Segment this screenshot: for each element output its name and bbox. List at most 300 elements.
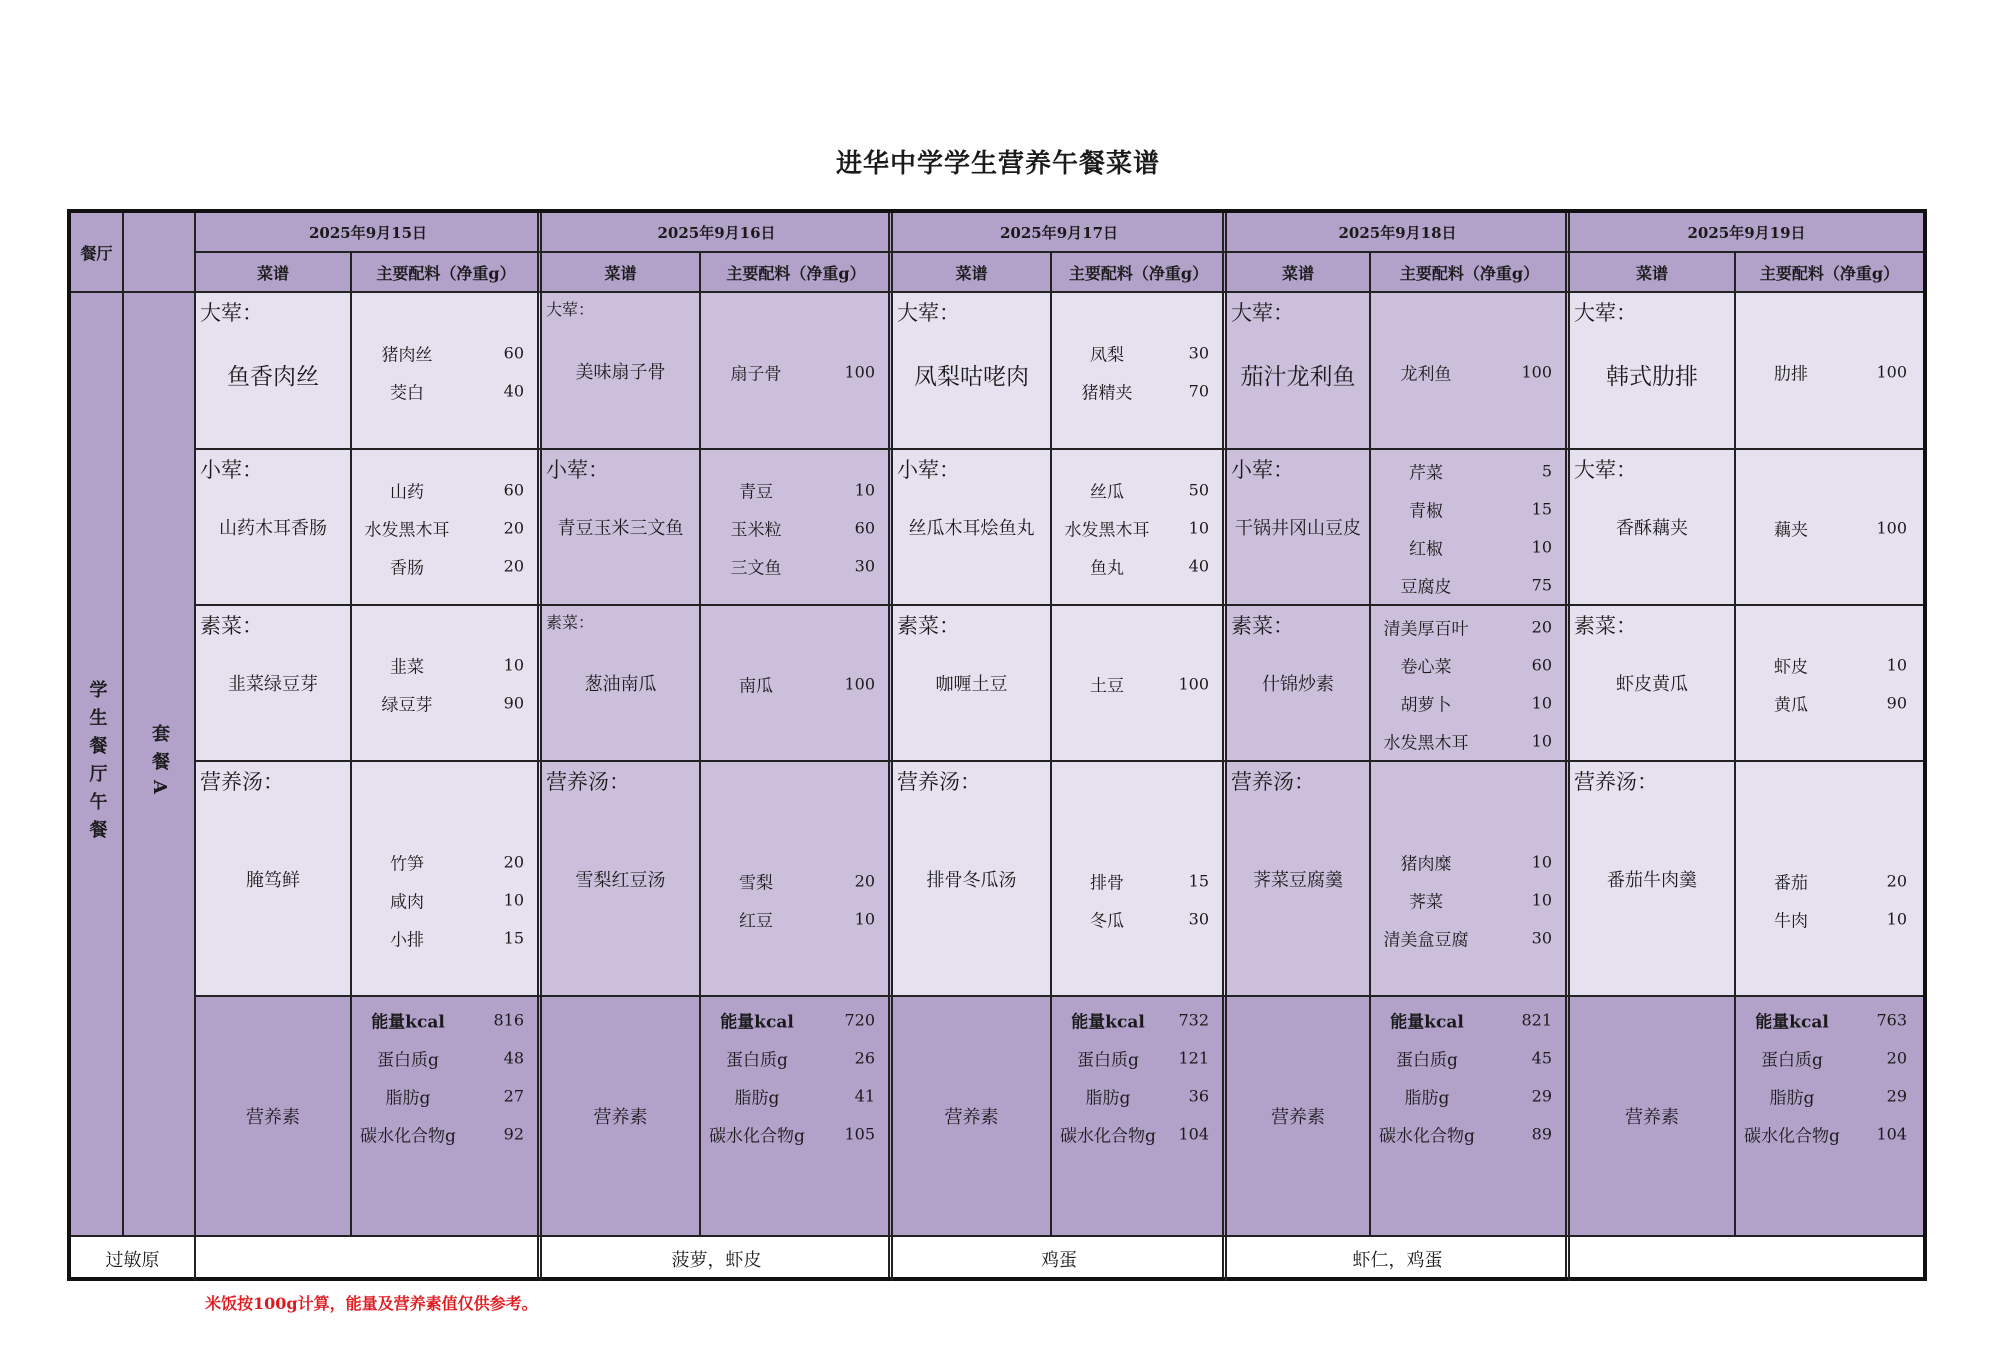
nutrient-row bbox=[352, 1115, 540, 1153]
nutrient-name: 碳水化合物g bbox=[1379, 1126, 1475, 1147]
ingredient-name: 卷心菜 bbox=[1400, 657, 1452, 678]
ingredient-name: 红椒 bbox=[1409, 539, 1443, 560]
ingredients-cell bbox=[1736, 762, 1923, 997]
ingredient-weight: 60 bbox=[503, 343, 524, 363]
nutrition-label: 营养素 bbox=[1570, 997, 1736, 1237]
ingredient-weight: 20 bbox=[503, 518, 524, 538]
day-separator bbox=[1222, 213, 1224, 1277]
nutrient-name: 蛋白质g bbox=[726, 1050, 788, 1071]
nutrient-name: 碳水化合物g bbox=[1060, 1126, 1156, 1147]
dish-name: 青豆玉米三文鱼 bbox=[557, 518, 684, 539]
dish-cell bbox=[893, 293, 1052, 450]
ingredient-row bbox=[701, 353, 891, 391]
nutrient-row bbox=[352, 1077, 540, 1115]
ingredient-col-header: 主要配料（净重g） bbox=[1736, 253, 1923, 293]
ingredient-name: 猪肉丝 bbox=[381, 345, 433, 366]
ingredient-col-header: 主要配料（净重g） bbox=[701, 253, 893, 293]
dish-name: 荠菜豆腐羹 bbox=[1253, 870, 1343, 891]
ingredient-row bbox=[1371, 919, 1568, 957]
ingredient-name: 番茄 bbox=[1774, 873, 1808, 894]
date-header: 2025年9月18日 bbox=[1227, 213, 1570, 253]
ingredient-weight: 10 bbox=[1531, 890, 1552, 910]
ingredient-name: 猪肉糜 bbox=[1400, 854, 1452, 875]
nutrition-cell bbox=[352, 997, 542, 1237]
dish-category: 大荤： bbox=[1574, 458, 1637, 482]
dish-category: 小荤： bbox=[546, 458, 609, 482]
nutrient-value: 121 bbox=[1178, 1048, 1209, 1068]
page-title: 进华中学学生营养午餐菜谱 bbox=[835, 149, 1160, 179]
ingredient-name: 小排 bbox=[390, 930, 424, 951]
dish-category: 营养汤： bbox=[546, 770, 630, 794]
ingredient-row bbox=[352, 471, 540, 509]
ingredient-col-header: 主要配料（净重g） bbox=[1052, 253, 1227, 293]
ingredient-weight: 10 bbox=[1531, 693, 1552, 713]
ingredients-cell bbox=[1371, 293, 1570, 450]
ingredient-weight: 100 bbox=[1521, 362, 1552, 382]
dish-name: 咖喱土豆 bbox=[935, 674, 1008, 695]
dish-category: 营养汤： bbox=[200, 770, 284, 794]
ingredient-weight: 15 bbox=[503, 928, 524, 948]
nutrient-name: 脂肪g bbox=[1404, 1088, 1450, 1109]
nutrient-name: 脂肪g bbox=[1085, 1088, 1131, 1109]
nutrient-value: 89 bbox=[1531, 1124, 1552, 1144]
ingredient-weight: 50 bbox=[1188, 480, 1209, 500]
nutrition-label: 营养素 bbox=[1227, 997, 1371, 1237]
ingredient-name: 红豆 bbox=[739, 911, 773, 932]
ingredient-row bbox=[1052, 547, 1225, 585]
dish-name: 美味扇子骨 bbox=[575, 362, 666, 383]
ingredient-name: 咸肉 bbox=[390, 892, 424, 913]
dish-cell bbox=[542, 762, 701, 997]
set-text: 套餐A bbox=[149, 724, 170, 804]
dish-cell bbox=[542, 450, 701, 606]
allergen-cell: 菠萝，虾皮 bbox=[542, 1237, 893, 1281]
ingredients-cell bbox=[1052, 606, 1227, 762]
dish-category: 大荤： bbox=[897, 301, 960, 325]
ingredient-name: 清美厚百叶 bbox=[1383, 619, 1469, 640]
ingredient-weight: 20 bbox=[1886, 871, 1907, 891]
dish-name: 腌笃鲜 bbox=[246, 870, 300, 891]
ingredient-weight: 15 bbox=[1188, 871, 1209, 891]
ingredient-row bbox=[701, 665, 891, 703]
venue-label bbox=[71, 293, 124, 1237]
ingredient-row bbox=[1371, 608, 1568, 646]
ingredient-name: 丝瓜 bbox=[1090, 482, 1124, 503]
ingredient-weight: 20 bbox=[1531, 617, 1552, 637]
ingredient-name: 鱼丸 bbox=[1090, 558, 1124, 579]
nutrition-label: 营养素 bbox=[893, 997, 1052, 1237]
ingredient-row bbox=[1052, 334, 1225, 372]
nutrient-value: 41 bbox=[854, 1086, 875, 1106]
ingredients-cell bbox=[352, 762, 542, 997]
dish-name: 韩式肋排 bbox=[1606, 364, 1698, 390]
ingredient-row bbox=[1371, 353, 1568, 391]
nutrient-value: 763 bbox=[1876, 1010, 1907, 1030]
dish-cell bbox=[196, 450, 352, 606]
nutrient-value: 720 bbox=[844, 1010, 875, 1030]
nutrient-name: 蛋白质g bbox=[1396, 1050, 1458, 1071]
ingredient-name: 清美盒豆腐 bbox=[1383, 930, 1469, 951]
allergen-cell bbox=[196, 1237, 542, 1281]
nutrient-name: 能量kcal bbox=[1755, 1012, 1829, 1033]
nutrition-cell bbox=[1052, 997, 1227, 1237]
nutrient-row bbox=[701, 1077, 891, 1115]
ingredients-cell bbox=[1736, 293, 1923, 450]
ingredient-row bbox=[352, 843, 540, 881]
dish-category: 营养汤： bbox=[1574, 770, 1658, 794]
ingredient-row bbox=[1736, 862, 1923, 900]
dish-col-header: 菜谱 bbox=[1227, 253, 1371, 293]
nutrient-value: 92 bbox=[503, 1124, 524, 1144]
ingredient-weight: 100 bbox=[844, 674, 875, 694]
nutrition-cell bbox=[701, 997, 893, 1237]
ingredient-row bbox=[1736, 353, 1923, 391]
ingredients-cell bbox=[352, 293, 542, 450]
ingredient-row bbox=[701, 471, 891, 509]
nutrient-row bbox=[352, 1039, 540, 1077]
ingredient-weight: 40 bbox=[503, 381, 524, 401]
dish-category: 素菜： bbox=[897, 614, 960, 638]
nutrient-value: 104 bbox=[1178, 1124, 1209, 1144]
ingredient-row bbox=[1371, 452, 1568, 490]
ingredient-name: 扇子骨 bbox=[730, 364, 782, 385]
ingredient-name: 水发黑木耳 bbox=[1383, 733, 1469, 754]
ingredient-weight: 20 bbox=[503, 556, 524, 576]
day-separator bbox=[888, 213, 890, 1277]
dish-name: 干锅井冈山豆皮 bbox=[1235, 518, 1361, 539]
footnote: 米饭按100g计算，能量及营养素值仅供参考。 bbox=[205, 1294, 538, 1313]
dish-category: 营养汤： bbox=[1231, 770, 1315, 794]
ingredient-weight: 75 bbox=[1531, 575, 1552, 595]
dish-name: 葱油南瓜 bbox=[584, 674, 657, 695]
nutrient-row bbox=[1371, 1115, 1568, 1153]
ingredient-weight: 30 bbox=[1531, 928, 1552, 948]
nutrient-row bbox=[701, 1039, 891, 1077]
ingredients-cell bbox=[352, 606, 542, 762]
ingredient-weight: 10 bbox=[854, 480, 875, 500]
ingredient-name: 冬瓜 bbox=[1090, 911, 1124, 932]
nutrient-value: 20 bbox=[1886, 1048, 1907, 1068]
ingredient-weight: 10 bbox=[1188, 518, 1209, 538]
dish-cell bbox=[893, 606, 1052, 762]
ingredient-row bbox=[352, 509, 540, 547]
ingredient-row bbox=[352, 881, 540, 919]
ingredient-name: 豆腐皮 bbox=[1400, 577, 1452, 598]
dish-cell bbox=[893, 762, 1052, 997]
ingredient-row bbox=[1052, 509, 1225, 547]
nutrient-value: 29 bbox=[1886, 1086, 1907, 1106]
ingredient-weight: 10 bbox=[1886, 655, 1907, 675]
allergen-cell bbox=[1570, 1237, 1923, 1281]
nutrient-name: 碳水化合物g bbox=[1744, 1126, 1840, 1147]
dish-name: 排骨冬瓜汤 bbox=[926, 870, 1017, 891]
ingredient-name: 肋排 bbox=[1774, 364, 1808, 385]
ingredient-weight: 5 bbox=[1541, 461, 1552, 481]
ingredient-name: 土豆 bbox=[1090, 676, 1124, 697]
nutrient-value: 104 bbox=[1876, 1124, 1907, 1144]
ingredient-row bbox=[701, 509, 891, 547]
nutrient-row bbox=[1736, 1001, 1923, 1039]
ingredient-row bbox=[352, 547, 540, 585]
ingredient-col-header: 主要配料（净重g） bbox=[1371, 253, 1570, 293]
nutrient-name: 蛋白质g bbox=[1077, 1050, 1139, 1071]
nutrient-value: 26 bbox=[854, 1048, 875, 1068]
dish-name: 丝瓜木耳烩鱼丸 bbox=[908, 518, 1035, 539]
ingredient-weight: 100 bbox=[1178, 674, 1209, 694]
dish-col-header: 菜谱 bbox=[542, 253, 701, 293]
ingredient-weight: 30 bbox=[854, 556, 875, 576]
dish-cell bbox=[196, 293, 352, 450]
nutrition-label: 营养素 bbox=[196, 997, 352, 1237]
dish-category: 大荤： bbox=[200, 301, 263, 325]
nutrient-value: 29 bbox=[1531, 1086, 1552, 1106]
nutrient-name: 碳水化合物g bbox=[709, 1126, 805, 1147]
ingredient-row bbox=[1371, 722, 1568, 760]
restaurant-header: 餐厅 bbox=[71, 213, 124, 293]
ingredients-cell bbox=[1736, 606, 1923, 762]
ingredient-row bbox=[1371, 528, 1568, 566]
dish-cell bbox=[1570, 293, 1736, 450]
nutrient-row bbox=[1736, 1077, 1923, 1115]
ingredient-row bbox=[352, 919, 540, 957]
nutrient-row bbox=[1736, 1115, 1923, 1153]
ingredients-cell bbox=[1052, 293, 1227, 450]
ingredient-weight: 10 bbox=[854, 909, 875, 929]
ingredient-name: 虾皮 bbox=[1774, 657, 1808, 678]
ingredient-row bbox=[1371, 684, 1568, 722]
ingredient-weight: 10 bbox=[1886, 909, 1907, 929]
ingredient-row bbox=[1052, 471, 1225, 509]
nutrient-row bbox=[1371, 1039, 1568, 1077]
ingredient-name: 猪精夹 bbox=[1081, 383, 1133, 404]
dish-col-header: 菜谱 bbox=[196, 253, 352, 293]
ingredient-row bbox=[1371, 646, 1568, 684]
dish-category: 大荤： bbox=[1231, 301, 1294, 325]
nutrient-row bbox=[1371, 1077, 1568, 1115]
nutrition-label: 营养素 bbox=[542, 997, 701, 1237]
ingredient-weight: 10 bbox=[1531, 537, 1552, 557]
ingredients-cell bbox=[1736, 450, 1923, 606]
ingredient-weight: 10 bbox=[1531, 852, 1552, 872]
ingredient-name: 排骨 bbox=[1090, 873, 1124, 894]
nutrient-value: 816 bbox=[493, 1010, 524, 1030]
ingredients-cell bbox=[1371, 450, 1570, 606]
ingredient-weight: 10 bbox=[503, 655, 524, 675]
dish-cell bbox=[1227, 606, 1371, 762]
ingredient-weight: 70 bbox=[1188, 381, 1209, 401]
ingredient-weight: 10 bbox=[1531, 731, 1552, 751]
nutrient-name: 能量kcal bbox=[1071, 1012, 1145, 1033]
ingredient-row bbox=[1736, 509, 1923, 547]
ingredient-name: 凤梨 bbox=[1090, 345, 1124, 366]
day-separator bbox=[537, 213, 539, 1277]
dish-col-header: 菜谱 bbox=[893, 253, 1052, 293]
nutrient-name: 能量kcal bbox=[371, 1012, 445, 1033]
nutrient-row bbox=[701, 1001, 891, 1039]
dish-cell bbox=[1227, 293, 1371, 450]
ingredient-name: 雪梨 bbox=[739, 873, 773, 894]
nutrient-name: 脂肪g bbox=[734, 1088, 780, 1109]
ingredient-name: 水发黑木耳 bbox=[1064, 520, 1150, 541]
ingredient-name: 水发黑木耳 bbox=[364, 520, 450, 541]
ingredient-row bbox=[352, 372, 540, 410]
ingredients-cell bbox=[1371, 762, 1570, 997]
dish-category: 营养汤： bbox=[897, 770, 981, 794]
ingredient-row bbox=[352, 646, 540, 684]
ingredients-cell bbox=[1052, 450, 1227, 606]
dish-name: 什锦炒素 bbox=[1262, 674, 1334, 695]
dish-category: 素菜： bbox=[1574, 614, 1637, 638]
ingredient-weight: 100 bbox=[844, 362, 875, 382]
ingredient-row bbox=[701, 900, 891, 938]
ingredient-row bbox=[1052, 372, 1225, 410]
nutrient-name: 能量kcal bbox=[720, 1012, 794, 1033]
ingredient-row bbox=[1052, 665, 1225, 703]
nutrient-value: 45 bbox=[1531, 1048, 1552, 1068]
ingredient-name: 芹菜 bbox=[1409, 463, 1443, 484]
allergen-cell: 鸡蛋 bbox=[893, 1237, 1227, 1281]
dish-name: 鱼香肉丝 bbox=[227, 364, 319, 390]
ingredient-row bbox=[1052, 900, 1225, 938]
ingredient-name: 青豆 bbox=[739, 482, 773, 503]
dish-name: 茄汁龙利鱼 bbox=[1240, 364, 1356, 390]
dish-category: 素菜： bbox=[1231, 614, 1294, 638]
ingredient-name: 竹笋 bbox=[390, 854, 424, 875]
ingredient-name: 山药 bbox=[390, 482, 424, 503]
set-label bbox=[124, 293, 196, 1237]
nutrient-name: 能量kcal bbox=[1390, 1012, 1464, 1033]
ingredients-cell bbox=[701, 450, 893, 606]
ingredient-name: 龙利鱼 bbox=[1400, 364, 1452, 385]
nutrient-row bbox=[1736, 1039, 1923, 1077]
nutrient-row bbox=[701, 1115, 891, 1153]
nutrient-row bbox=[1052, 1039, 1225, 1077]
ingredient-weight: 20 bbox=[854, 871, 875, 891]
ingredient-weight: 10 bbox=[503, 890, 524, 910]
nutrient-value: 105 bbox=[844, 1124, 875, 1144]
day-separator bbox=[1565, 213, 1567, 1277]
ingredient-weight: 30 bbox=[1188, 909, 1209, 929]
dish-cell bbox=[542, 293, 701, 450]
ingredient-name: 茭白 bbox=[390, 383, 424, 404]
ingredients-cell bbox=[701, 606, 893, 762]
ingredient-name: 香肠 bbox=[390, 558, 424, 579]
ingredient-weight: 100 bbox=[1876, 518, 1907, 538]
nutrient-row bbox=[1052, 1115, 1225, 1153]
menu-table bbox=[67, 209, 1927, 1281]
dish-name: 虾皮黄瓜 bbox=[1616, 674, 1688, 695]
ingredient-row bbox=[701, 547, 891, 585]
dish-cell bbox=[1227, 450, 1371, 606]
allergen-label: 过敏原 bbox=[71, 1237, 196, 1281]
allergen-cell: 虾仁，鸡蛋 bbox=[1227, 1237, 1570, 1281]
ingredient-name: 牛肉 bbox=[1774, 911, 1808, 932]
dish-name: 山药木耳香肠 bbox=[219, 518, 327, 539]
ingredients-cell bbox=[701, 293, 893, 450]
ingredients-cell bbox=[1371, 606, 1570, 762]
nutrient-value: 732 bbox=[1178, 1010, 1209, 1030]
dish-cell bbox=[1227, 762, 1371, 997]
dish-name: 雪梨红豆汤 bbox=[575, 870, 666, 891]
dish-category: 大荤： bbox=[1574, 301, 1637, 325]
dish-category: 素菜： bbox=[200, 614, 263, 638]
nutrient-value: 48 bbox=[503, 1048, 524, 1068]
ingredients-cell bbox=[352, 450, 542, 606]
dish-name: 凤梨咕咾肉 bbox=[914, 364, 1029, 390]
dish-category: 小荤： bbox=[200, 458, 263, 482]
ingredient-name: 胡萝卜 bbox=[1400, 695, 1452, 716]
dish-cell bbox=[1570, 606, 1736, 762]
dish-category: 大荤： bbox=[546, 300, 595, 319]
ingredient-row bbox=[352, 334, 540, 372]
nutrition-cell bbox=[1371, 997, 1570, 1237]
ingredient-row bbox=[1736, 646, 1923, 684]
date-header: 2025年9月17日 bbox=[893, 213, 1227, 253]
dish-name: 香酥藕夹 bbox=[1616, 518, 1688, 539]
nutrient-value: 821 bbox=[1521, 1010, 1552, 1030]
nutrient-row bbox=[352, 1001, 540, 1039]
ingredient-row bbox=[1371, 490, 1568, 528]
ingredients-cell bbox=[1052, 762, 1227, 997]
nutrient-name: 蛋白质g bbox=[377, 1050, 439, 1071]
ingredient-row bbox=[1371, 843, 1568, 881]
dish-cell bbox=[542, 606, 701, 762]
ingredient-name: 黄瓜 bbox=[1774, 695, 1808, 716]
dish-name: 番茄牛肉羹 bbox=[1607, 870, 1697, 891]
date-header: 2025年9月15日 bbox=[196, 213, 542, 253]
venue-text: 学生餐厅午餐 bbox=[86, 680, 108, 848]
ingredient-row bbox=[1371, 566, 1568, 604]
ingredient-name: 玉米粒 bbox=[730, 520, 782, 541]
nutrition-cell bbox=[1736, 997, 1923, 1237]
dish-cell bbox=[1570, 450, 1736, 606]
date-header: 2025年9月16日 bbox=[542, 213, 893, 253]
nutrient-value: 36 bbox=[1188, 1086, 1209, 1106]
ingredients-cell bbox=[701, 762, 893, 997]
nutrient-row bbox=[1052, 1077, 1225, 1115]
ingredient-weight: 20 bbox=[503, 852, 524, 872]
ingredient-weight: 60 bbox=[854, 518, 875, 538]
ingredient-weight: 15 bbox=[1531, 499, 1552, 519]
ingredient-weight: 60 bbox=[503, 480, 524, 500]
nutrient-name: 脂肪g bbox=[1769, 1088, 1815, 1109]
ingredient-name: 韭菜 bbox=[390, 657, 424, 678]
nutrient-row bbox=[1052, 1001, 1225, 1039]
dish-col-header: 菜谱 bbox=[1570, 253, 1736, 293]
dish-cell bbox=[196, 762, 352, 997]
dish-name: 韭菜绿豆芽 bbox=[228, 674, 318, 695]
dish-cell bbox=[893, 450, 1052, 606]
ingredient-weight: 100 bbox=[1876, 362, 1907, 382]
date-header: 2025年9月19日 bbox=[1570, 213, 1923, 253]
ingredient-name: 藕夹 bbox=[1774, 520, 1808, 541]
ingredient-col-header: 主要配料（净重g） bbox=[352, 253, 542, 293]
ingredient-row bbox=[701, 862, 891, 900]
blank-header bbox=[124, 213, 196, 293]
dish-cell bbox=[1570, 762, 1736, 997]
nutrient-row bbox=[1371, 1001, 1568, 1039]
ingredient-row bbox=[1371, 881, 1568, 919]
ingredient-weight: 60 bbox=[1531, 655, 1552, 675]
nutrient-name: 脂肪g bbox=[385, 1088, 431, 1109]
ingredient-name: 荠菜 bbox=[1409, 892, 1443, 913]
ingredient-weight: 90 bbox=[1886, 693, 1907, 713]
ingredient-row bbox=[352, 684, 540, 722]
dish-category: 小荤： bbox=[1231, 458, 1294, 482]
nutrient-value: 27 bbox=[503, 1086, 524, 1106]
ingredient-weight: 30 bbox=[1188, 343, 1209, 363]
ingredient-weight: 40 bbox=[1188, 556, 1209, 576]
